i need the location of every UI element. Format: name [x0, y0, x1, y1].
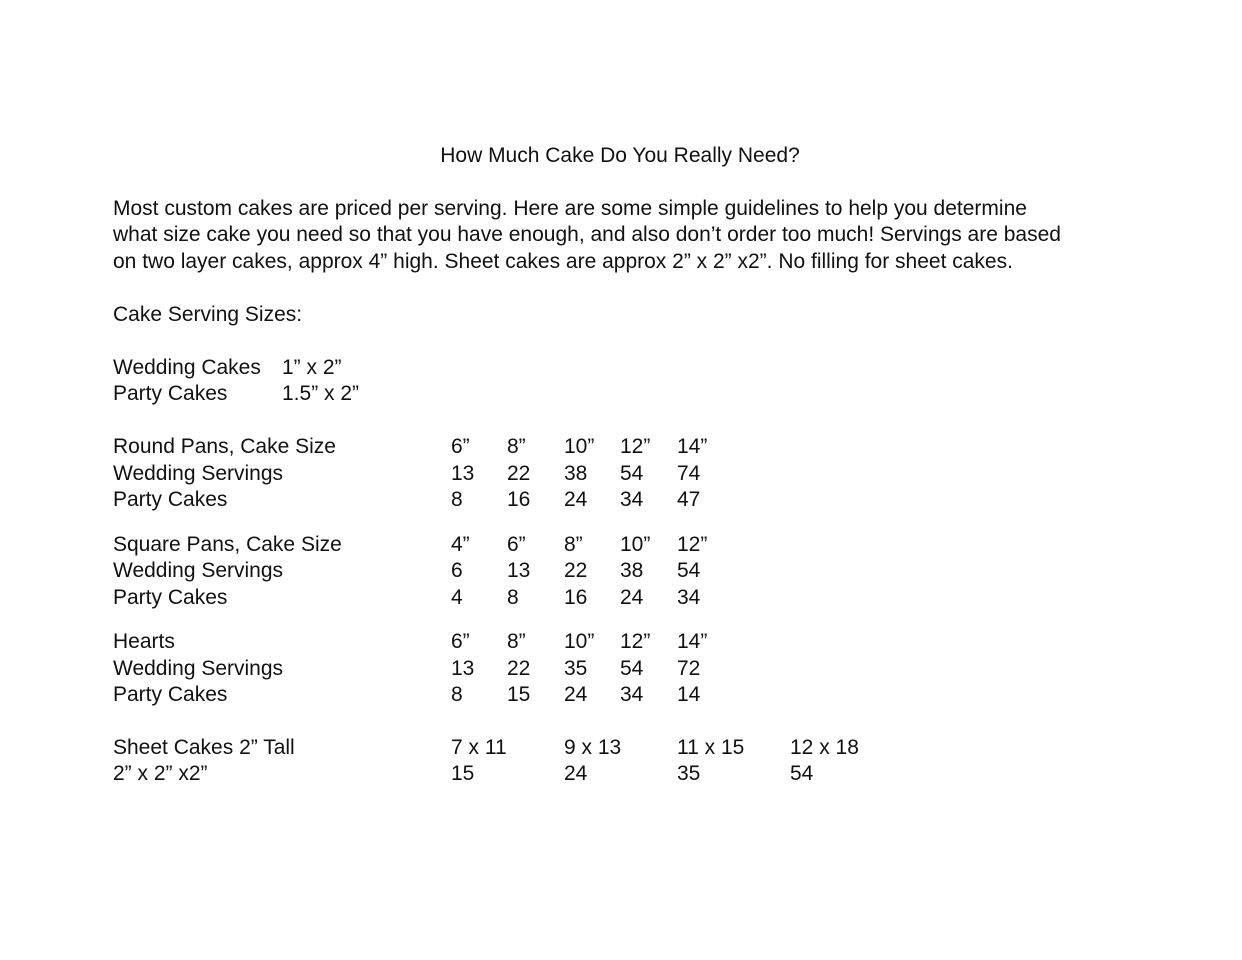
- table-cell: 11 x 15: [677, 735, 745, 759]
- row-label: Round Pans, Cake Size: [113, 435, 336, 458]
- table-cell: 22: [564, 559, 588, 582]
- table-cell: 7 x 11: [451, 735, 507, 759]
- table-cell: 8”: [507, 435, 526, 458]
- table-row: [113, 558, 1123, 585]
- table-cell: 4: [451, 585, 463, 609]
- table-cell: 8: [507, 585, 519, 609]
- table-cell: 6”: [451, 630, 470, 653]
- row-label: Wedding Servings: [113, 461, 284, 485]
- serving-size-row: [113, 381, 1123, 408]
- table-cell: 15: [507, 683, 531, 706]
- row-label: Party Cakes: [113, 488, 228, 511]
- table-cell: 14”: [677, 435, 708, 458]
- table-cell: 35: [564, 656, 588, 680]
- row-label: Hearts: [113, 630, 175, 653]
- intro-line: on two layer cakes, approx 4” high. Sheet cakes are approx 2” x 2” x2”. No filling for sheet cakes.: [113, 249, 1013, 273]
- table-cell: 12”: [677, 532, 708, 556]
- table-cell: 47: [677, 488, 701, 511]
- table-cell: 24: [564, 683, 588, 706]
- table-cell: 24: [564, 762, 588, 785]
- table-cell: 72: [677, 656, 701, 680]
- hearts-table: [113, 629, 1123, 709]
- table-cell: 16: [564, 585, 588, 609]
- intro-line: Most custom cakes are priced per serving. Here are some simple guidelines to help you determine: [113, 196, 1027, 220]
- table-row: [113, 461, 1123, 488]
- table-cell: 38: [620, 559, 644, 582]
- serving-size-label: Party Cakes: [113, 382, 228, 405]
- table-cell: 10”: [564, 630, 595, 653]
- table-row: [113, 532, 1123, 559]
- table-row: [113, 761, 1123, 788]
- table-cell: 13: [451, 461, 475, 485]
- serving-sizes-heading: Cake Serving Sizes:: [113, 302, 303, 326]
- table-cell: 74: [677, 461, 701, 485]
- table-cell: 13: [451, 656, 475, 680]
- table-cell: 4”: [451, 532, 470, 556]
- table-cell: 22: [507, 461, 531, 485]
- table-row: [113, 487, 1123, 514]
- serving-size-row: [113, 355, 1123, 382]
- table-cell: 24: [564, 488, 588, 511]
- table-cell: 14”: [677, 630, 708, 653]
- table-cell: 9 x 13: [564, 735, 622, 759]
- table-row: [113, 585, 1123, 612]
- table-cell: 8: [451, 683, 463, 706]
- table-cell: 12 x 18: [790, 735, 859, 759]
- intro-line: what size cake you need so that you have enough, and also don’t order too much! Servings are based: [113, 223, 1061, 246]
- table-row: [113, 629, 1123, 656]
- table-cell: 8”: [564, 532, 583, 556]
- serving-size-label: Wedding Cakes: [113, 355, 261, 379]
- table-row: [113, 656, 1123, 683]
- table-row: [113, 434, 1123, 461]
- table-cell: 10”: [620, 532, 651, 556]
- round-pans-table: [113, 434, 1123, 514]
- serving-sizes-list: [113, 355, 1123, 408]
- table-cell: 6”: [507, 532, 526, 556]
- table-cell: 54: [790, 762, 814, 785]
- table-cell: 8”: [507, 630, 526, 653]
- table-cell: 54: [620, 461, 644, 485]
- table-cell: 14: [677, 683, 701, 706]
- page-title: How Much Cake Do You Really Need?: [440, 144, 800, 167]
- table-row: [113, 682, 1123, 709]
- serving-size-value: 1” x 2”: [282, 355, 342, 379]
- row-label: Square Pans, Cake Size: [113, 532, 342, 556]
- square-pans-table: [113, 532, 1123, 612]
- row-label: Wedding Servings: [113, 559, 284, 582]
- table-cell: 12”: [620, 435, 651, 458]
- table-cell: 10”: [564, 435, 595, 458]
- table-cell: 38: [564, 461, 588, 485]
- table-cell: 34: [620, 488, 644, 511]
- row-label: Party Cakes: [113, 683, 228, 706]
- row-label: Party Cakes: [113, 585, 228, 609]
- table-cell: 24: [620, 585, 644, 609]
- table-row: [113, 735, 1123, 762]
- table-cell: 22: [507, 656, 531, 680]
- table-cell: 15: [451, 762, 475, 785]
- table-cell: 54: [677, 559, 701, 582]
- row-label: Sheet Cakes 2” Tall: [113, 735, 295, 759]
- table-cell: 12”: [620, 630, 651, 653]
- document-page: [113, 143, 1123, 806]
- table-cell: 6: [451, 559, 463, 582]
- sheet-cakes-table: [113, 735, 1123, 788]
- table-cell: 54: [620, 656, 644, 680]
- table-cell: 16: [507, 488, 531, 511]
- table-cell: 34: [620, 683, 644, 706]
- intro-paragraph: [113, 196, 1128, 276]
- table-cell: 35: [677, 762, 701, 785]
- serving-size-value: 1.5” x 2”: [282, 382, 360, 405]
- table-cell: 34: [677, 585, 701, 609]
- table-cell: 6”: [451, 435, 470, 458]
- table-cell: 8: [451, 488, 463, 511]
- row-label: 2” x 2” x2”: [113, 762, 208, 785]
- row-label: Wedding Servings: [113, 656, 284, 680]
- table-cell: 13: [507, 559, 531, 582]
